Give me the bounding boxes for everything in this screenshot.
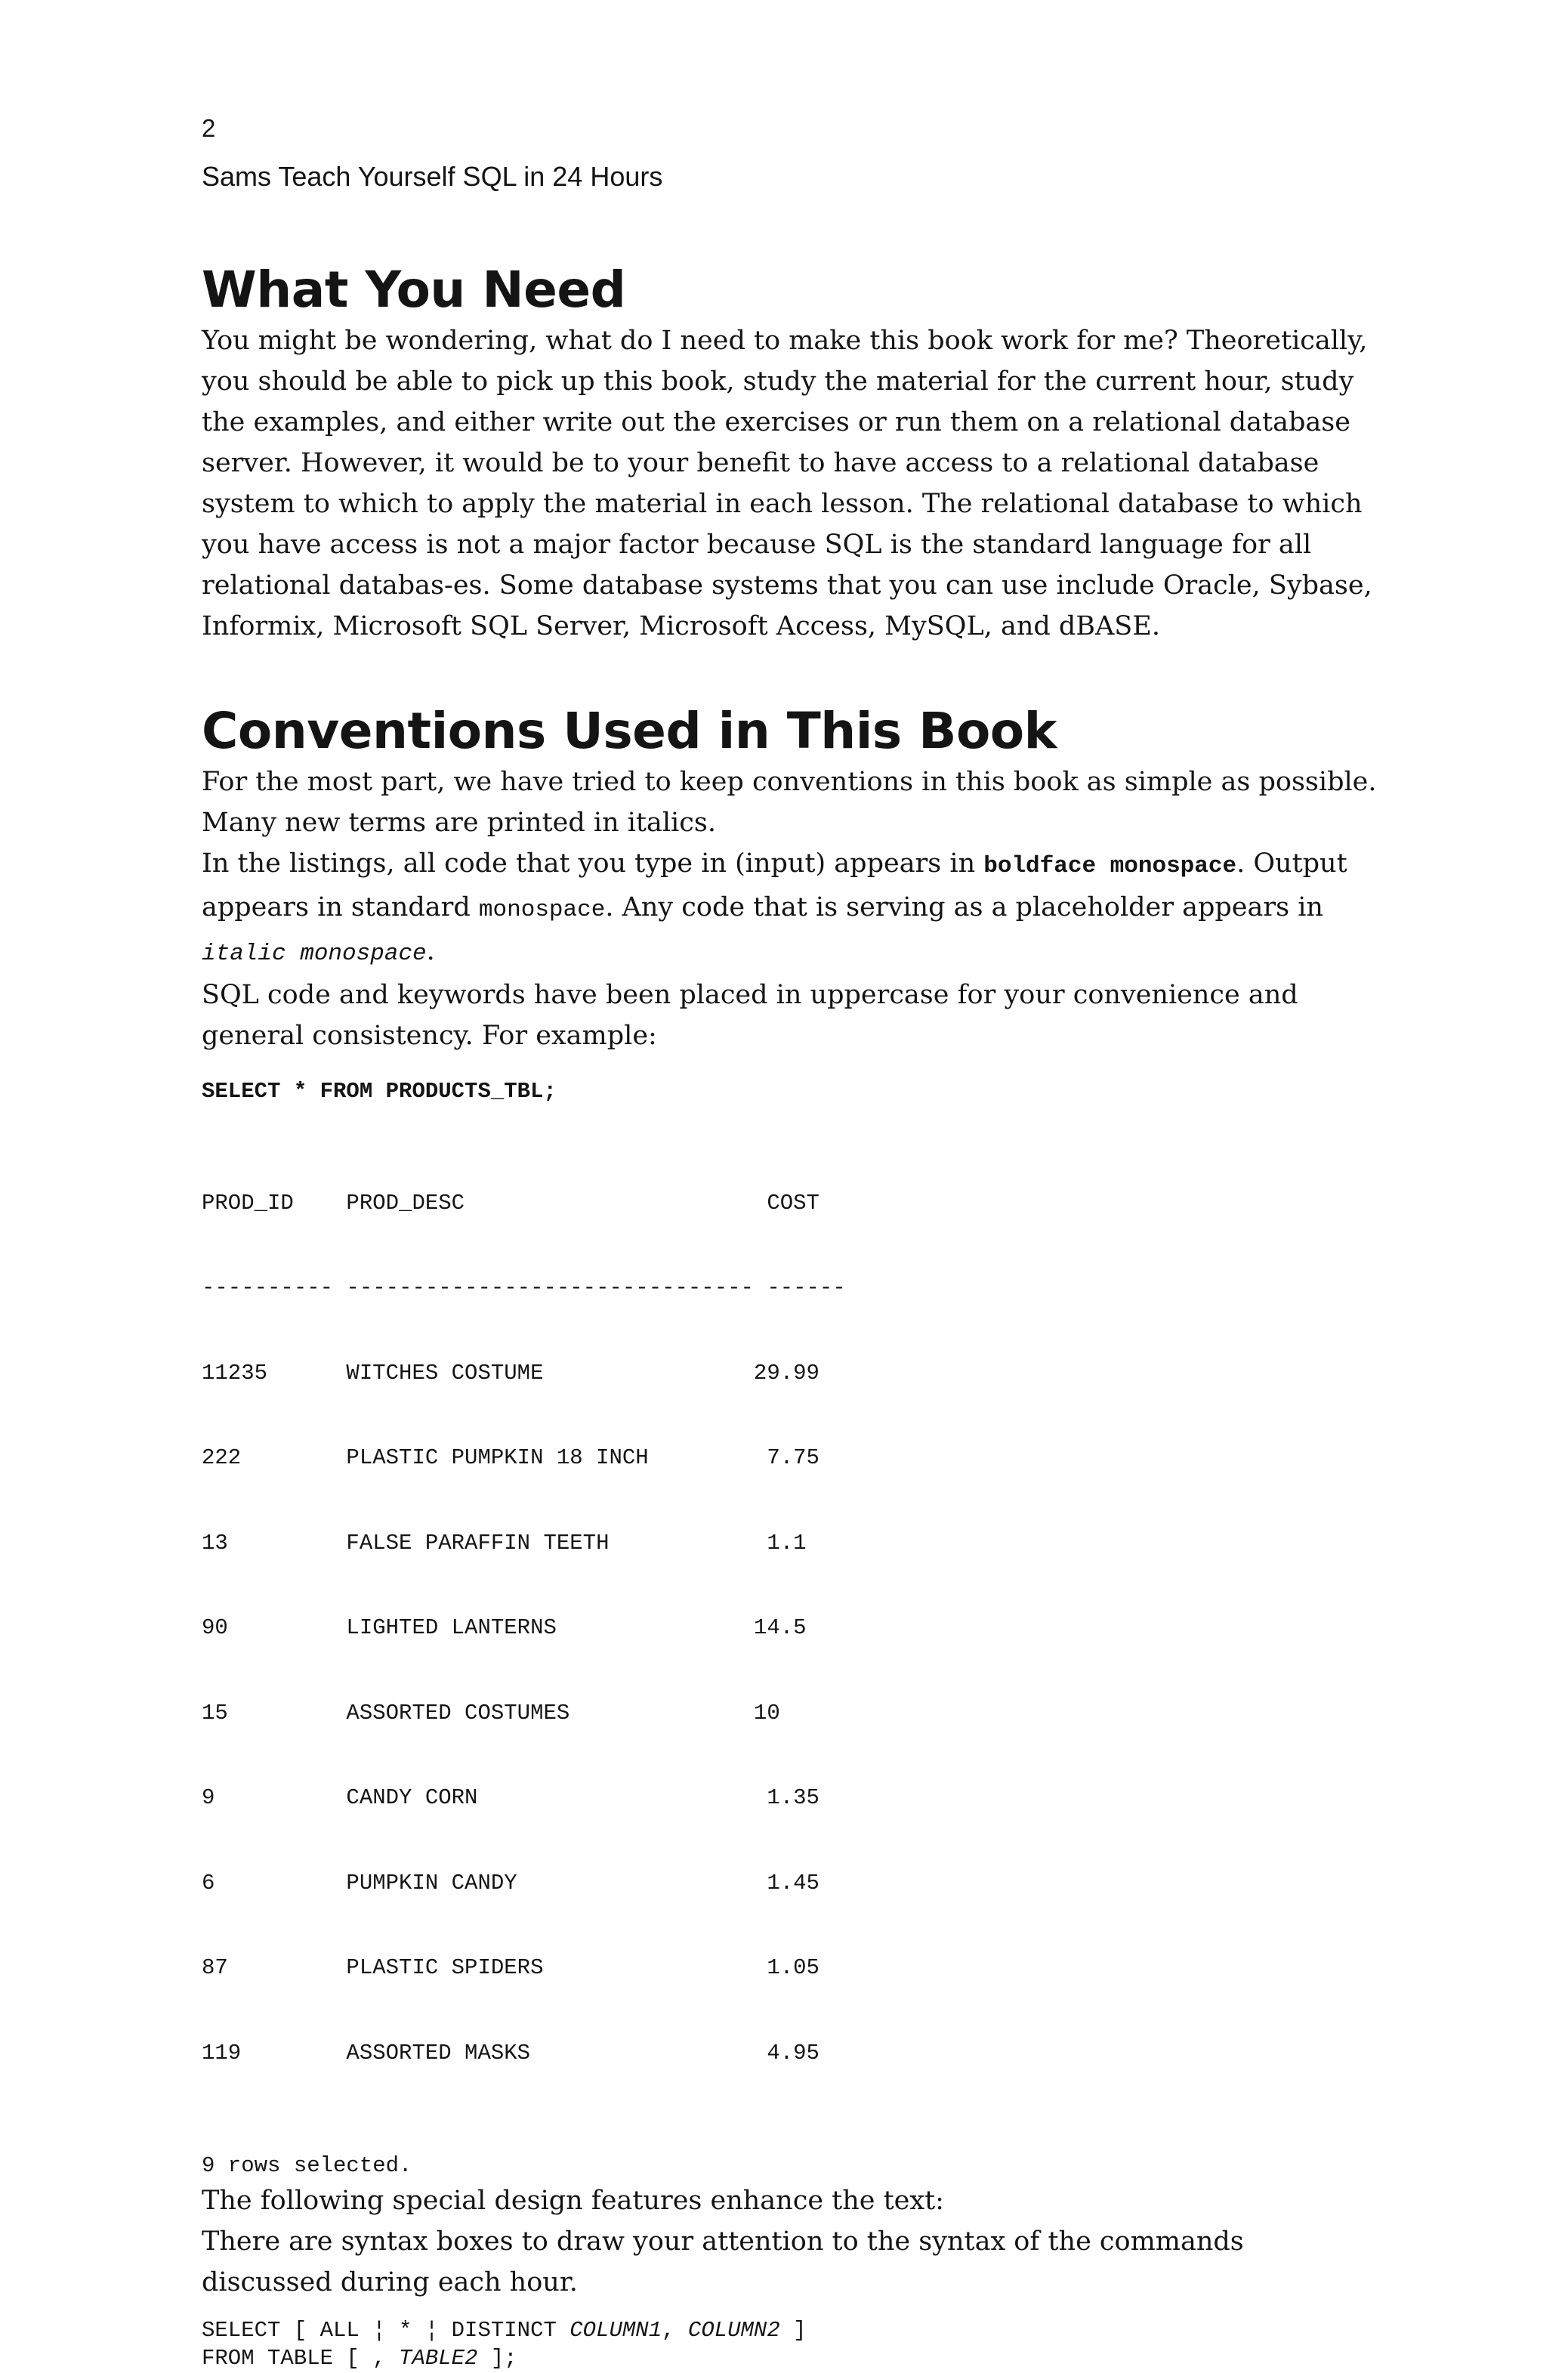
table-separator-row: ---------- ------------------------------- ------ bbox=[202, 1275, 846, 1300]
table-row: 15 ASSORTED COSTUMES 10 bbox=[202, 1700, 780, 1726]
paragraph-uppercase-note: SQL code and keywords have been placed in uppercase for your convenience and general consistency. For example: bbox=[202, 980, 1298, 1051]
syntax-text: , bbox=[662, 2317, 688, 2343]
page-number: 2 bbox=[202, 114, 216, 142]
table-row: 90 LIGHTED LANTERNS 14.5 bbox=[202, 1615, 807, 1640]
sql-command: SELECT * FROM PRODUCTS_TBL; bbox=[202, 1079, 557, 1104]
table-row: 87 PLASTIC SPIDERS 1.05 bbox=[202, 1955, 819, 1980]
syntax-text: FROM TABLE [ , bbox=[202, 2346, 400, 2371]
syntax-text: ]; bbox=[477, 2346, 517, 2371]
table-row: 9 CANDY CORN 1.35 bbox=[202, 1785, 819, 1810]
syntax-text: ] bbox=[779, 2317, 807, 2343]
listing-text-3: . Any code that is serving as a placeholder appears in bbox=[605, 892, 1323, 922]
syntax-placeholder: TABLE2 bbox=[399, 2346, 478, 2371]
running-header-title: Sams Teach Yourself SQL in 24 Hours bbox=[202, 161, 663, 192]
rows-selected-output: 9 rows selected. bbox=[202, 2153, 412, 2178]
table-row: 222 PLASTIC PUMPKIN 18 INCH 7.75 bbox=[202, 1445, 819, 1470]
heading-conventions: Conventions Used in This Book bbox=[202, 702, 1057, 760]
monospace-sample: monospace bbox=[478, 897, 606, 923]
paragraph-conventions-intro: For the most part, we have tried to keep conventions in this book as simple as possible. bbox=[202, 767, 1377, 797]
listing-text-2: . Output appears in standard bbox=[202, 848, 1347, 922]
syntax-placeholder: COLUMN2 bbox=[687, 2317, 780, 2343]
syntax-placeholder: COLUMN1 bbox=[569, 2317, 662, 2343]
heading-what-you-need: What You Need bbox=[202, 261, 626, 319]
table-row: 119 ASSORTED MASKS 4.95 bbox=[202, 2040, 819, 2066]
paragraph-what-you-need: You might be wondering, what do I need to make this book work for me? Theoretically, you should be able to pick up this book, study the material for the current hour, study the examples, and either write out the exercises or run them on a relational database server. However, it would be to your benefit to have access to a relational database system to which to apply the material in each lesson. The relational database to which you have access is not a major factor because SQL is the standard language for all relational databas-es. Some database systems that you can use include Oracle, Sybase, Informix, Microsoft SQL Server, Microsoft Access, MySQL, and dBASE. bbox=[202, 326, 1372, 641]
paragraph-design-features: The following special design features enhance the text: bbox=[202, 2185, 944, 2216]
listing-text-4: . bbox=[426, 936, 435, 966]
paragraph-listing-conventions bbox=[202, 843, 1380, 975]
syntax-box bbox=[202, 2316, 1380, 2373]
listing-text-1: In the listings, all code that you type in (input) appears in bbox=[202, 848, 984, 879]
book-page bbox=[202, 113, 1380, 2373]
table-header-row: PROD_ID PROD_DESC COST bbox=[202, 1190, 819, 1216]
paragraph-syntax-boxes: There are syntax boxes to draw your attention to the syntax of the commands discussed during each hour. bbox=[202, 2226, 1244, 2297]
syntax-line-1 bbox=[202, 2316, 1380, 2345]
syntax-text: SELECT [ ALL ¦ * ¦ DISTINCT bbox=[202, 2317, 570, 2343]
italic-monospace-sample: italic monospace bbox=[202, 941, 427, 967]
table-row: 6 PUMPKIN CANDY 1.45 bbox=[202, 1870, 819, 1896]
query-result-table bbox=[202, 1132, 1380, 2124]
table-row: 11235 WITCHES COSTUME 29.99 bbox=[202, 1360, 819, 1386]
table-row: 13 FALSE PARAFFIN TEETH 1.1 bbox=[202, 1530, 807, 1556]
syntax-line-2 bbox=[202, 2344, 1380, 2373]
paragraph-italics-note: Many new terms are printed in italics. bbox=[202, 808, 716, 838]
boldface-monospace-sample: boldface monospace bbox=[983, 853, 1237, 879]
